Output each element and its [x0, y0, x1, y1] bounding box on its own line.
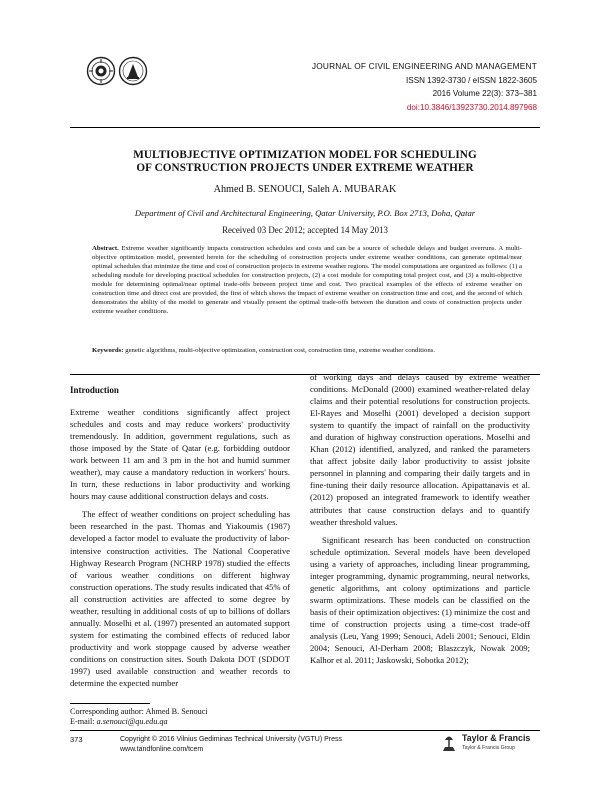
title-line-2: OF CONSTRUCTION PROJECTS UNDER EXTREME WEATHER [136, 162, 474, 174]
journal-issn: ISSN 1392-3730 / eISSN 1822-3605 [406, 75, 537, 85]
email-label: E-mail: [70, 717, 97, 726]
corresponding-author [70, 707, 208, 727]
abstract-label: Abstract. [92, 245, 119, 252]
journal-name: JOURNAL OF CIVIL ENGINEERING AND MANAGEMENT [311, 61, 537, 71]
paragraph: Extreme weather conditions significantly affect project schedules and costs and may reduce workers' productivity tremendously. In addition, government regulations, such as those imposed by the State of Qatar (e.g. forbidding outdoor work between 11 am and 3 pm in the hot and humid summer weather), may cause a mandatory reduction in workers' hours. In turn, these reductions in labor productivity and working hours may cause additional construction delays and costs. [70, 407, 290, 502]
email-link[interactable]: a.senouci@qu.edu.qa [96, 717, 168, 726]
paragraph: The effect of weather conditions on project scheduling has been researched in the past. Thomas and Yiakoumis (1987) developed a factor model to evaluate the productivity of labor-intensive construction activities. The National Cooperative Highway Research Program (NCHRP 1978) studied the effects of various weather conditions on different highway construction operations. The study results indicated that 45% of all construction activities are affected to some degree by weather, resulting in additional costs of up to billions of dollars annually. Moselhi et al. (1997) presented an automated support system for estimating the combined effects of reduced labor productivity and work stoppage caused by adverse weather conditions on construction sites. South Dakota DOT (SDDOT 1997) used available construction and weather records to determine the expected number [70, 509, 290, 689]
affiliation: Department of Civil and Architectural Engineering, Qatar University, P.O. Box 2713, Doha, Qatar [134, 208, 476, 218]
press-seal-logo [118, 56, 148, 86]
paragraph: Significant research has been conducted on construction schedule optimization. Several models have been developed using a variety of approaches, including linear programming, integer programming, dynamic programming, neural networks, genetic algorithms, ant colony optimizations and particle swarm optimizations. These models can be classified on the basis of their optimization objectives: (1) minimize the cost and time of construction projects using a time-cost trade-off analysis (Leu, Yang 1999; Senouci, Adeli 2001; Senouci, Eldin 2004; Senouci, Al-Derham 2008; Blaszczyk, Nowak 2009; Kalhor et al. 2011; Jaskowski, Sobotka 2012); [310, 534, 530, 666]
copyright [120, 735, 342, 754]
paragraph: of working days and delays caused by extreme weather conditions. McDonald (2000) examined weather-related delay claims and their potential resolutions for construction projects. El-Rayes and Moselhi (2001) developed a decision support system to quantify the impact of rainfall on the productivity and duration of highway construction operations. Moselhi and Khan (2012) identified, analyzed, and ranked the parameters that affect jobsite daily labor productivity to assist jobsite personnel in planning and comparing their daily targets and in fine-tuning their daily resource allocation. Apipattanavis et al. (2012) proposed an integrated framework to identify weather attributes that cause construction delays and to quantify weather threshold values. [310, 372, 530, 527]
publisher-logo [440, 731, 540, 757]
authors: Ahmed B. SENOUCI, Saleh A. MUBARAK [213, 184, 397, 195]
header-rule [70, 127, 540, 128]
body-column-left [70, 385, 290, 689]
publisher-name: Taylor & Francis [462, 733, 531, 743]
section-heading-introduction: Introduction [70, 385, 119, 395]
journal-info [312, 60, 537, 114]
keywords-text: genetic algorithms, multi-objective optimization, construction cost, construction time, extreme weather conditions. [123, 347, 436, 354]
title-line-1: MULTIOBJECTIVE OPTIMIZATION MODEL FOR SCHEDULING [133, 149, 477, 161]
doi-link[interactable]: doi:10.3846/13923730.2014.897968 [406, 102, 537, 112]
abstract-text: Extreme weather significantly impacts construction schedules and costs and can be a source of schedule delays and budget overruns. A multi-objective optimization model, presented herein for the scheduling of construction projects under extreme weather conditions, can generate optimal/near optimal schedules that minimize the time and cost of construction projects in extreme weather regions. The model computations are organized as follows: (1) a scheduling module for developing practical schedules for construction projects, (2) a cost module for computing total project cost, and (3) a multi-objective module for determining optimal/near optimal trade-offs between project time and cost. Two practical examples of the effects of extreme weather on construction time and direct cost are provided, the first of which shows the impact of extreme weather on construction time and cost, and the second of which demonstrates the ability of the model to generate and visually present the optimal trade-offs between the duration and costs of construction projects under extreme weather conditions. [92, 245, 522, 316]
journal-volume: 2016 Volume 22(3): 373–381 [432, 89, 537, 99]
abstract [92, 244, 522, 316]
copyright-text: Copyright © 2016 Vilnius Gediminas Technical University (VGTU) Press [120, 736, 342, 743]
article-title [70, 149, 540, 175]
footnote-rule [70, 703, 150, 704]
email-line [70, 717, 208, 727]
body-column-right [310, 371, 530, 666]
publisher-subname: Taylor & Francis Group [462, 745, 516, 751]
page-number: 373 [70, 735, 83, 744]
received-dates: Received 03 Dec 2012; accepted 14 May 2013 [222, 225, 388, 235]
corresponding-name: Corresponding author: Ahmed B. Senouci [70, 707, 208, 716]
publisher-lamp-icon [440, 733, 458, 753]
website-link[interactable]: www.tandfonline.com/tcem [120, 745, 204, 753]
keywords [92, 346, 522, 355]
university-seal-logo [86, 56, 116, 86]
keywords-label: Keywords: [92, 347, 124, 354]
